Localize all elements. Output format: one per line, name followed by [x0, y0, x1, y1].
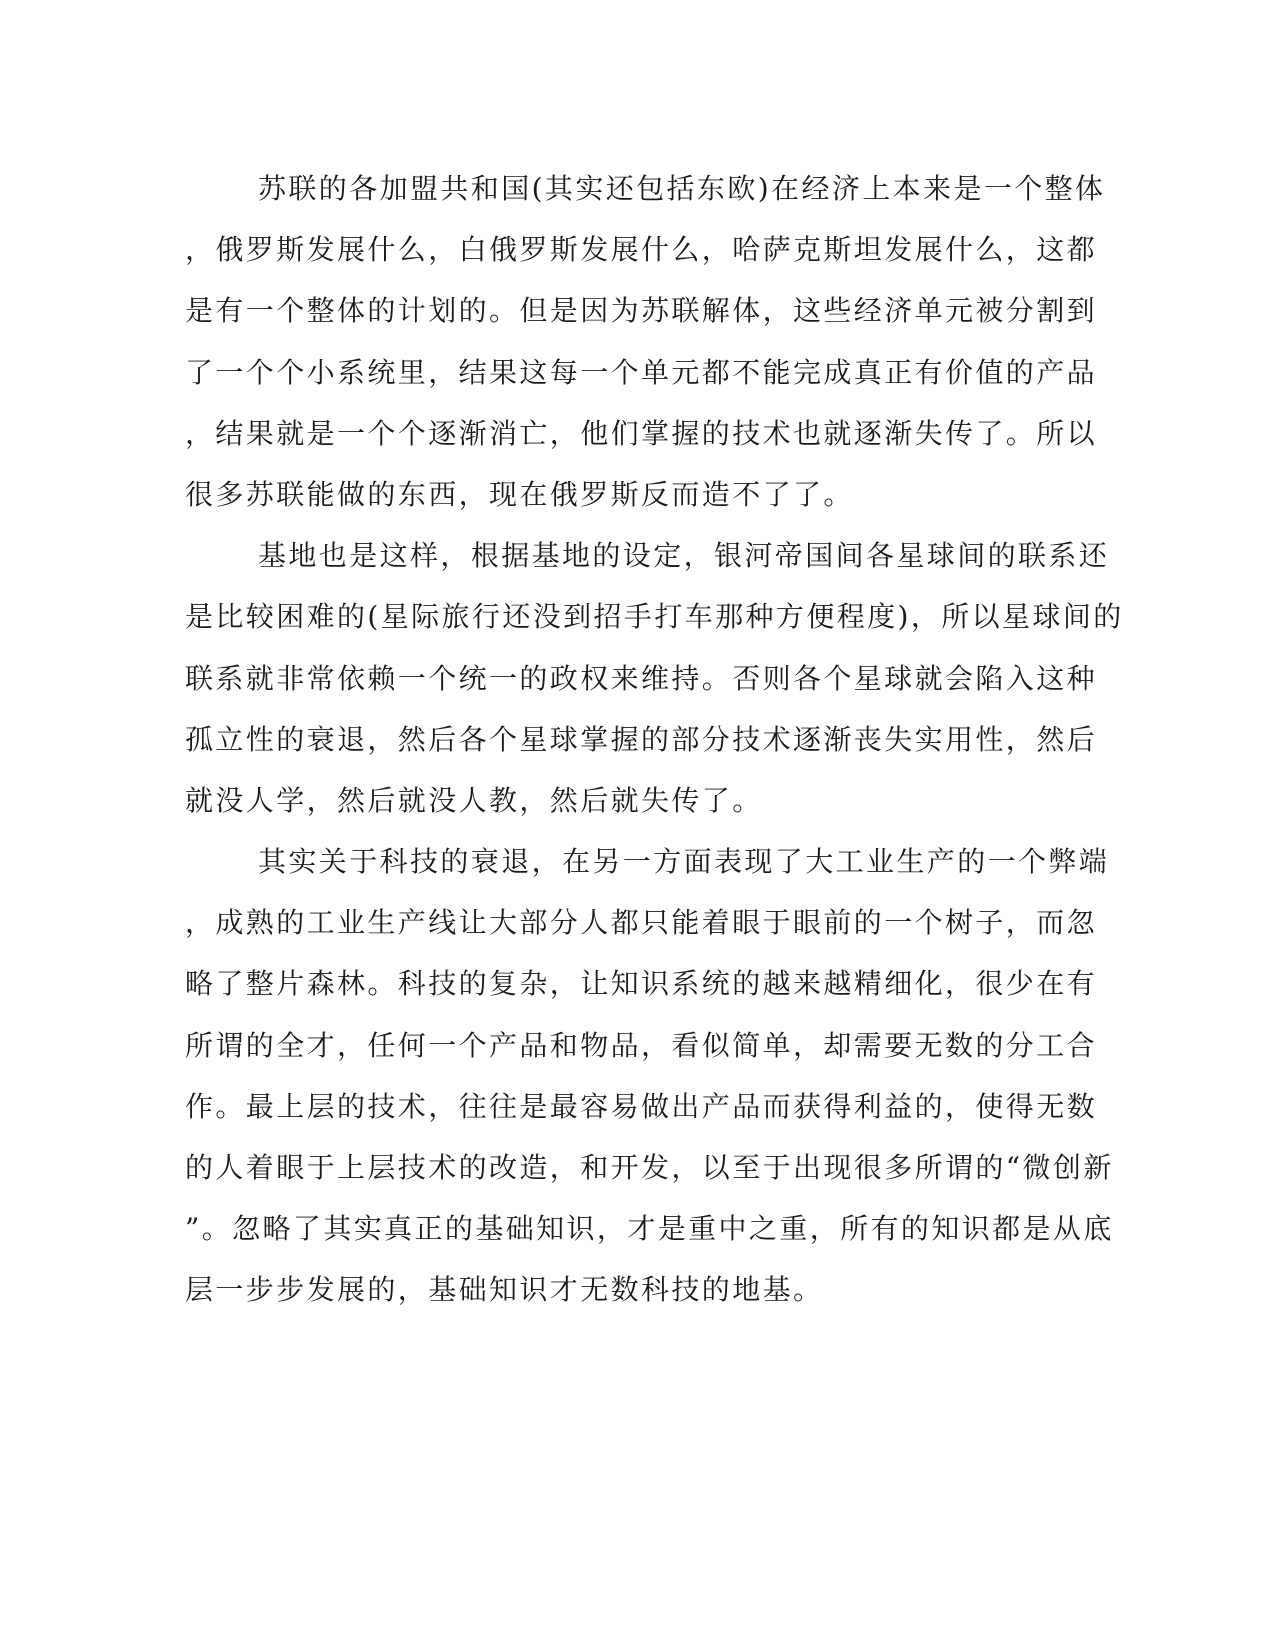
paragraph-line: 作。最上层的技术，往往是最容易做出产品而获得利益的，使得无数	[185, 1089, 1098, 1123]
paragraph-line: ，结果就是一个个逐渐消亡，他们掌握的技术也就逐渐失传了。所以	[185, 416, 1098, 450]
paragraph-line: 是有一个整体的计划的。但是因为苏联解体，这些经济单元被分割到	[185, 294, 1098, 328]
paragraph-line: 是比较困难的(星际旅行还没到招手打车那种方便程度)，所以星球间的	[185, 600, 1124, 634]
paragraph-line: 层一步步发展的，基础知识才无数科技的地基。	[185, 1273, 824, 1307]
paragraph-line: 就没人学，然后就没人教，然后就失传了。	[185, 783, 763, 817]
paragraph-line: 苏联的各加盟共和国(其实还包括东欧)在经济上本来是一个整体	[258, 172, 1106, 205]
paragraph-2	[185, 525, 1124, 831]
paragraph-line: 基地也是这样，根据基地的设定，银河帝国间各星球间的联系还	[258, 539, 1110, 573]
paragraph-line: ”。忽略了其实真正的基础知识，才是重中之重，所有的知识都是从底	[185, 1212, 1114, 1246]
body-text	[185, 158, 1124, 1321]
paragraph-line: 的人着眼于上层技术的改造，和开发，以至于出现很多所谓的“微创新	[185, 1151, 1114, 1184]
paragraph-line: 略了整片森林。科技的复杂，让知识系统的越来越精细化，很少在有	[185, 967, 1098, 1001]
paragraph-3	[185, 831, 1114, 1321]
paragraph-1	[185, 158, 1106, 525]
paragraph-line: 了一个个小系统里，结果这每一个单元都不能完成真正有价值的产品	[185, 355, 1098, 389]
paragraph-line: 联系就非常依赖一个统一的政权来维持。否则各个星球就会陷入这种	[185, 661, 1098, 695]
paragraph-line: 很多苏联能做的东西，现在俄罗斯反而造不了了。	[185, 477, 854, 511]
paragraph-line: 所谓的全才，任何一个产品和物品，看似简单，却需要无数的分工合	[185, 1028, 1098, 1062]
paragraph-line: ，俄罗斯发展什么，白俄罗斯发展什么，哈萨克斯坦发展什么，这都	[185, 233, 1098, 267]
paragraph-line: 其实关于科技的衰退，在另一方面表现了大工业生产的一个弊端	[258, 845, 1110, 879]
paragraph-line: 孤立性的衰退，然后各个星球掌握的部分技术逐渐丧失实用性，然后	[185, 722, 1098, 756]
paragraph-line: ，成熟的工业生产线让大部分人都只能着眼于眼前的一个树子，而忽	[185, 906, 1098, 940]
